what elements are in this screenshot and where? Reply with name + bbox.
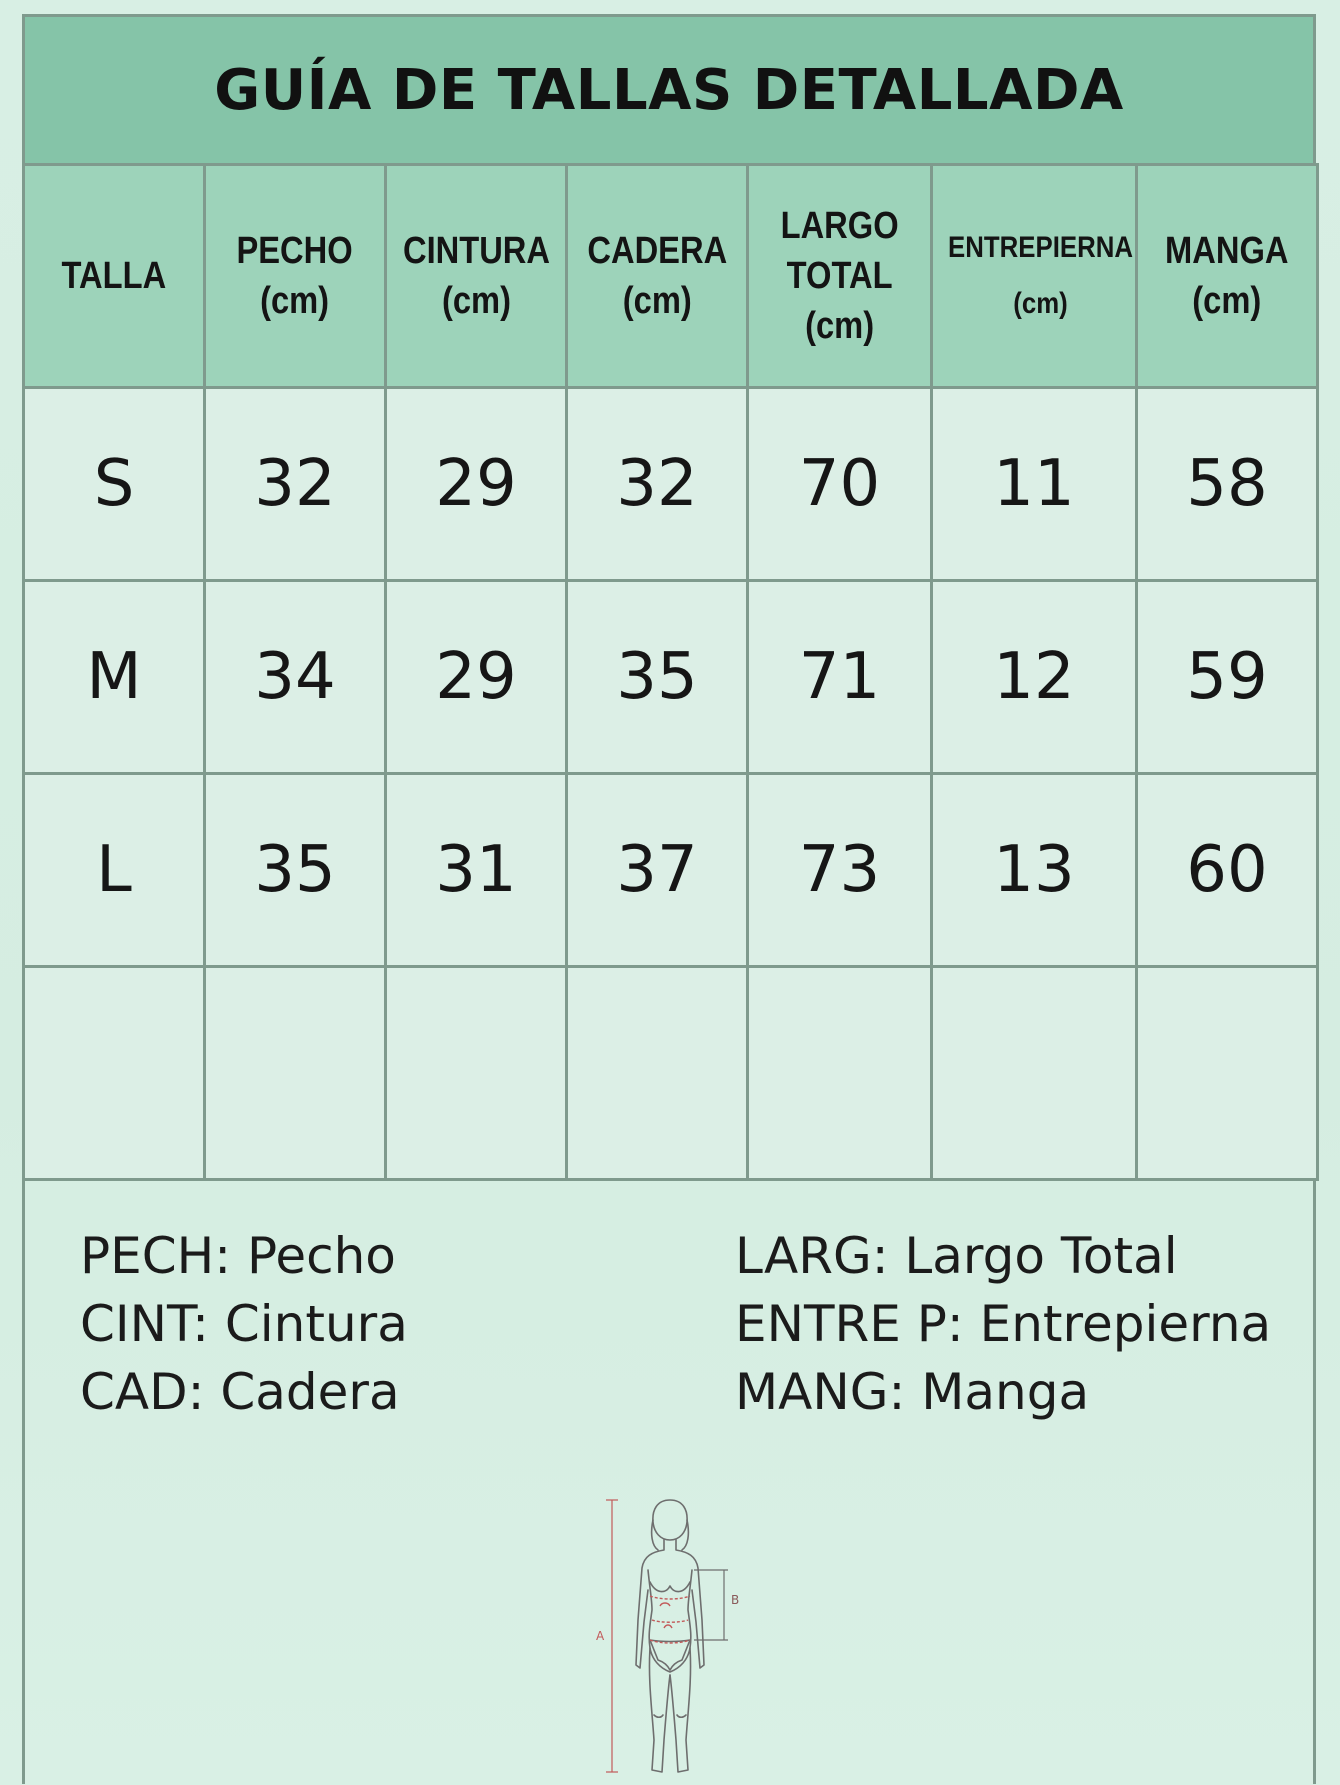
legend-right bbox=[735, 1222, 1271, 1426]
column-header-pecho bbox=[205, 165, 386, 388]
empty-cell bbox=[1137, 967, 1318, 1180]
cell-entrepierna: 13 bbox=[932, 774, 1137, 967]
cell-pecho: 35 bbox=[205, 774, 386, 967]
column-header-manga bbox=[1137, 165, 1318, 388]
size-table bbox=[22, 163, 1319, 1181]
cell-manga: 59 bbox=[1137, 581, 1318, 774]
header-label: MANGA bbox=[1165, 230, 1289, 272]
cell-pecho: 32 bbox=[205, 388, 386, 581]
header-label: CADERA bbox=[587, 230, 727, 272]
cell-largo: 71 bbox=[748, 581, 932, 774]
legend-item: LARG: Largo Total bbox=[735, 1227, 1178, 1285]
cell-talla: M bbox=[24, 581, 205, 774]
header-label: LARGO bbox=[780, 205, 899, 247]
legend-item: CAD: Cadera bbox=[80, 1363, 400, 1421]
empty-cell bbox=[567, 967, 748, 1180]
cell-cintura: 29 bbox=[386, 388, 567, 581]
cell-manga: 58 bbox=[1137, 388, 1318, 581]
table-row-empty bbox=[24, 967, 1318, 1180]
cell-pecho: 34 bbox=[205, 581, 386, 774]
cell-cadera: 37 bbox=[567, 774, 748, 967]
cell-talla: L bbox=[24, 774, 205, 967]
table-row bbox=[24, 774, 1318, 967]
cell-cadera: 32 bbox=[567, 388, 748, 581]
cell-entrepierna: 12 bbox=[932, 581, 1137, 774]
cell-talla: S bbox=[24, 388, 205, 581]
header-label: CINTURA bbox=[402, 230, 550, 272]
cell-entrepierna: 11 bbox=[932, 388, 1137, 581]
body-measurement-figure-icon bbox=[590, 1490, 750, 1780]
table-row bbox=[24, 388, 1318, 581]
cell-cintura: 29 bbox=[386, 581, 567, 774]
column-header-cadera bbox=[567, 165, 748, 388]
column-header-entrepierna bbox=[932, 165, 1137, 388]
header-label: TOTAL bbox=[786, 255, 893, 297]
column-header-talla bbox=[24, 165, 205, 388]
cell-manga: 60 bbox=[1137, 774, 1318, 967]
header-label: PECHO bbox=[236, 230, 354, 272]
header-unit: (cm) bbox=[260, 280, 330, 322]
header-unit: (cm) bbox=[441, 280, 511, 322]
measure-label-a: A bbox=[596, 1629, 605, 1643]
header-unit: (cm) bbox=[622, 280, 692, 322]
title-bar bbox=[22, 14, 1316, 166]
empty-cell bbox=[386, 967, 567, 1180]
header-label: ENTREPIERNA bbox=[948, 231, 1133, 264]
cell-cadera: 35 bbox=[567, 581, 748, 774]
cell-largo: 73 bbox=[748, 774, 932, 967]
legend-item: PECH: Pecho bbox=[80, 1227, 396, 1285]
header-unit: (cm) bbox=[804, 305, 874, 347]
legend-left bbox=[80, 1222, 408, 1426]
header-unit: (cm) bbox=[1192, 280, 1262, 322]
empty-cell bbox=[932, 967, 1137, 1180]
empty-cell bbox=[205, 967, 386, 1180]
table-header-row bbox=[24, 165, 1318, 388]
header-label: TALLA bbox=[61, 255, 167, 297]
empty-cell bbox=[748, 967, 932, 1180]
measure-label-b: B bbox=[731, 1593, 740, 1607]
table-row bbox=[24, 581, 1318, 774]
legend-item: ENTRE P: Entrepierna bbox=[735, 1295, 1272, 1353]
column-header-largo-total bbox=[748, 165, 932, 388]
legend-item: MANG: Manga bbox=[735, 1363, 1090, 1421]
column-header-cintura bbox=[386, 165, 567, 388]
header-unit: (cm) bbox=[1013, 287, 1068, 320]
legend-item: CINT: Cintura bbox=[80, 1295, 408, 1353]
cell-cintura: 31 bbox=[386, 774, 567, 967]
cell-largo: 70 bbox=[748, 388, 932, 581]
page-title: GUÍA DE TALLAS DETALLADA bbox=[214, 57, 1124, 123]
empty-cell bbox=[24, 967, 205, 1180]
